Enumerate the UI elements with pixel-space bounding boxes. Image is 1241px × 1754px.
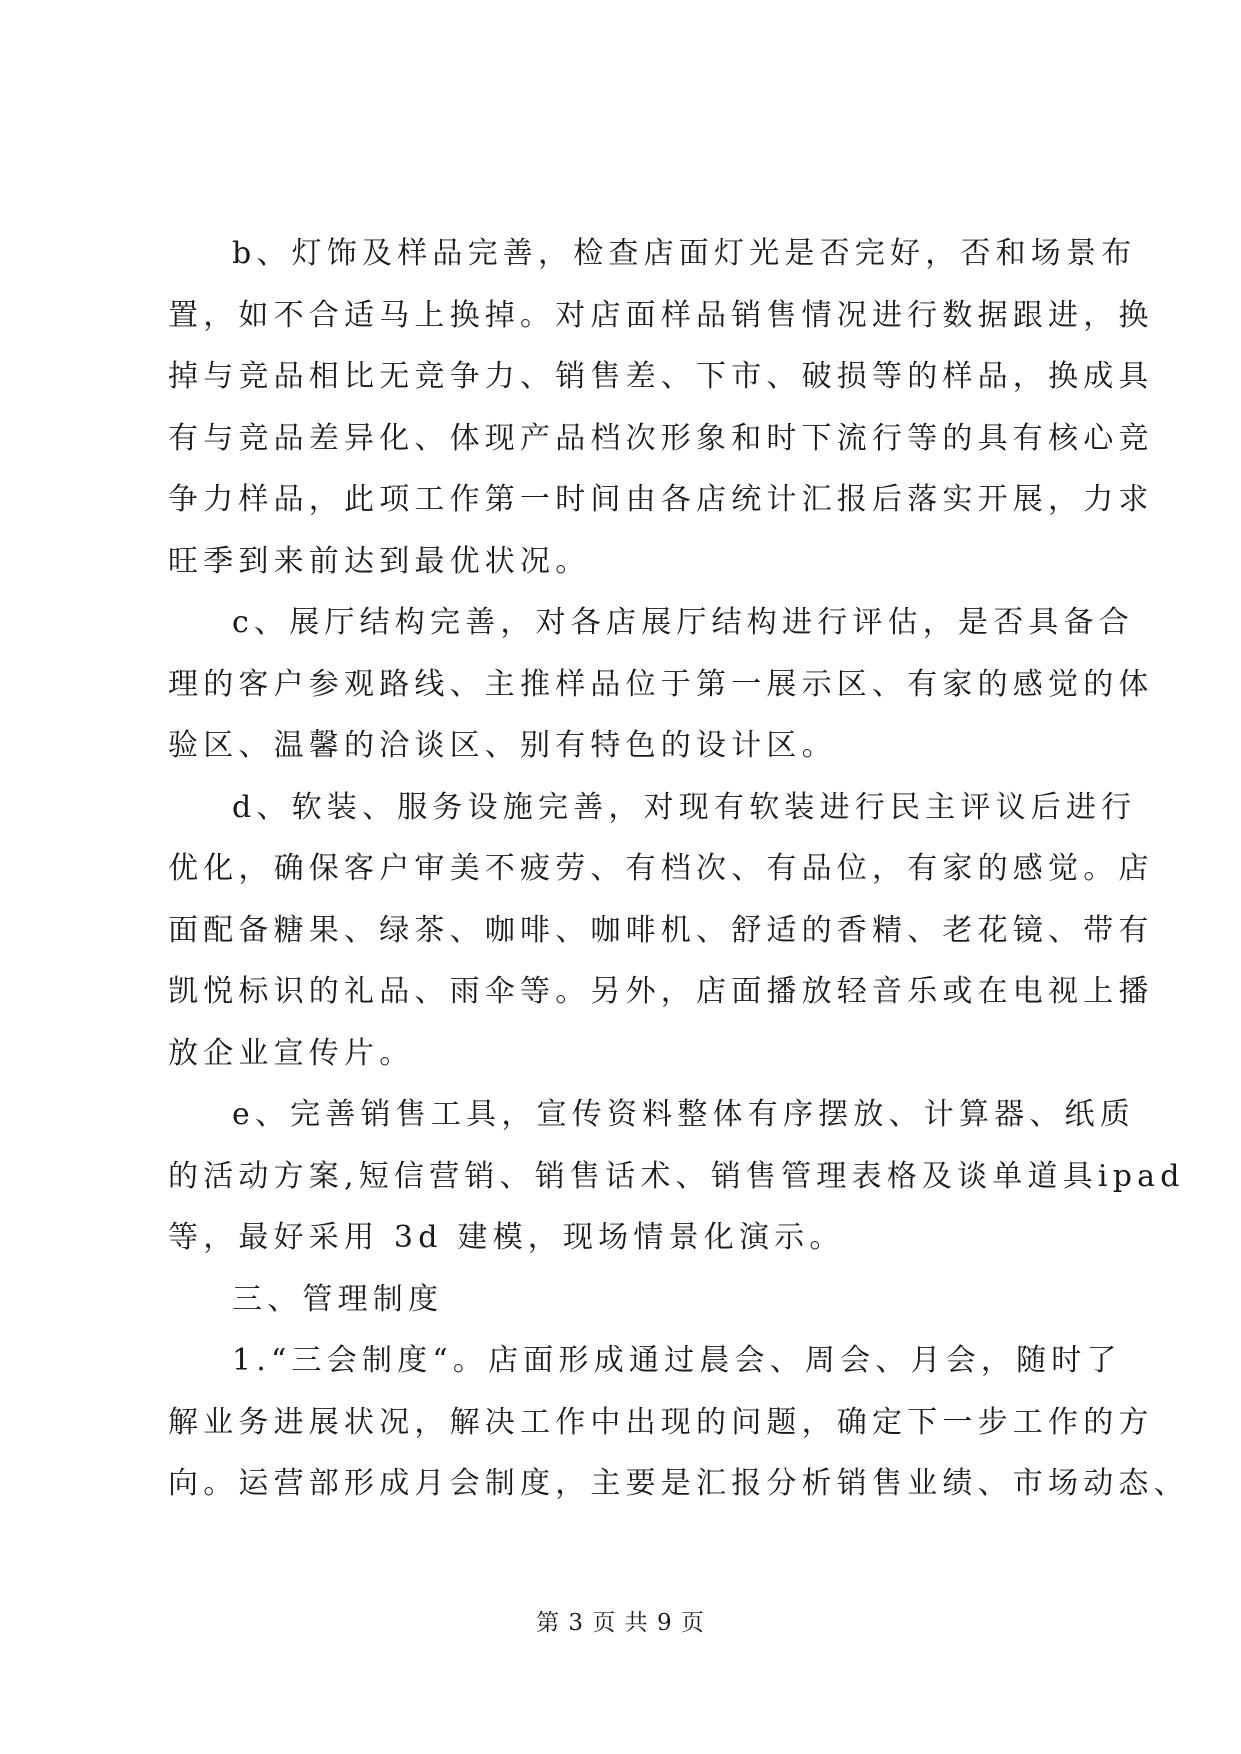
text-line: c、展厅结构完善，对各店展厅结构进行评估，是否具备合 — [232, 605, 1135, 640]
paragraph-e — [168, 1084, 1185, 1269]
text-line: 旺季到来前达到最优状况。 — [168, 543, 591, 579]
text-line: 向。运营部形成月会制度，主要是汇报分析销售业绩、市场动态、 — [168, 1466, 1189, 1501]
paragraph-1 — [168, 1330, 1189, 1515]
text-line: 面配备糖果、绿茶、咖啡、咖啡机、舒适的香精、老花镜、带有 — [168, 912, 1154, 948]
section-heading — [168, 1269, 1078, 1331]
paragraph-d — [168, 777, 1154, 1085]
page-number: 第 3 页 共 9 页 — [536, 1610, 705, 1636]
heading-text: 三、管理制度 — [232, 1281, 444, 1317]
text-line: d、软装、服务设施完善，对现有软装进行民主评议后进行 — [232, 789, 1137, 825]
text-line: 优化，确保客户审美不疲劳、有档次、有品位，有家的感觉。店 — [168, 851, 1154, 886]
text-line: b、灯饰及样品完善，检查店面灯光是否完好，否和场景布 — [232, 236, 1137, 271]
text-line: 放企业宣传片。 — [168, 1035, 415, 1071]
document-body — [168, 223, 1189, 1515]
text-line: 解业务进展状况，解决工作中出现的问题，确定下一步工作的方 — [168, 1404, 1154, 1440]
text-line: 争力样品，此项工作第一时间由各店统计汇报后落实开展，力求 — [168, 482, 1154, 517]
text-line: 1.“三会制度“。店面形成通过晨会、周会、月会，随时了 — [232, 1343, 1122, 1378]
paragraph-c — [168, 592, 1154, 777]
text-line: 验区、温馨的洽谈区、别有特色的设计区。 — [168, 728, 837, 763]
text-line: e、完善销售工具，宣传资料整体有序摆放、计算器、纸质 — [232, 1097, 1135, 1132]
text-line: 的活动方案,短信营销、销售话术、销售管理表格及谈单道具ipad — [168, 1158, 1185, 1194]
text-line: 理的客户参观路线、主推样品位于第一展示区、有家的感觉的体 — [168, 666, 1154, 702]
page-footer — [0, 1604, 1241, 1637]
text-line: 有与竞品差异化、体现产品档次形象和时下流行等的具有核心竞 — [168, 420, 1154, 456]
paragraph-b — [168, 223, 1154, 592]
text-line: 掉与竞品相比无竞争力、销售差、下市、破损等的样品，换成具 — [168, 359, 1154, 394]
text-line: 置，如不合适马上换掉。对店面样品销售情况进行数据跟进，换 — [168, 297, 1154, 333]
text-line: 等，最好采用 3d 建模，现场情景化演示。 — [168, 1220, 845, 1255]
text-line: 凯悦标识的礼品、雨伞等。另外，店面播放轻音乐或在电视上播 — [168, 974, 1154, 1009]
